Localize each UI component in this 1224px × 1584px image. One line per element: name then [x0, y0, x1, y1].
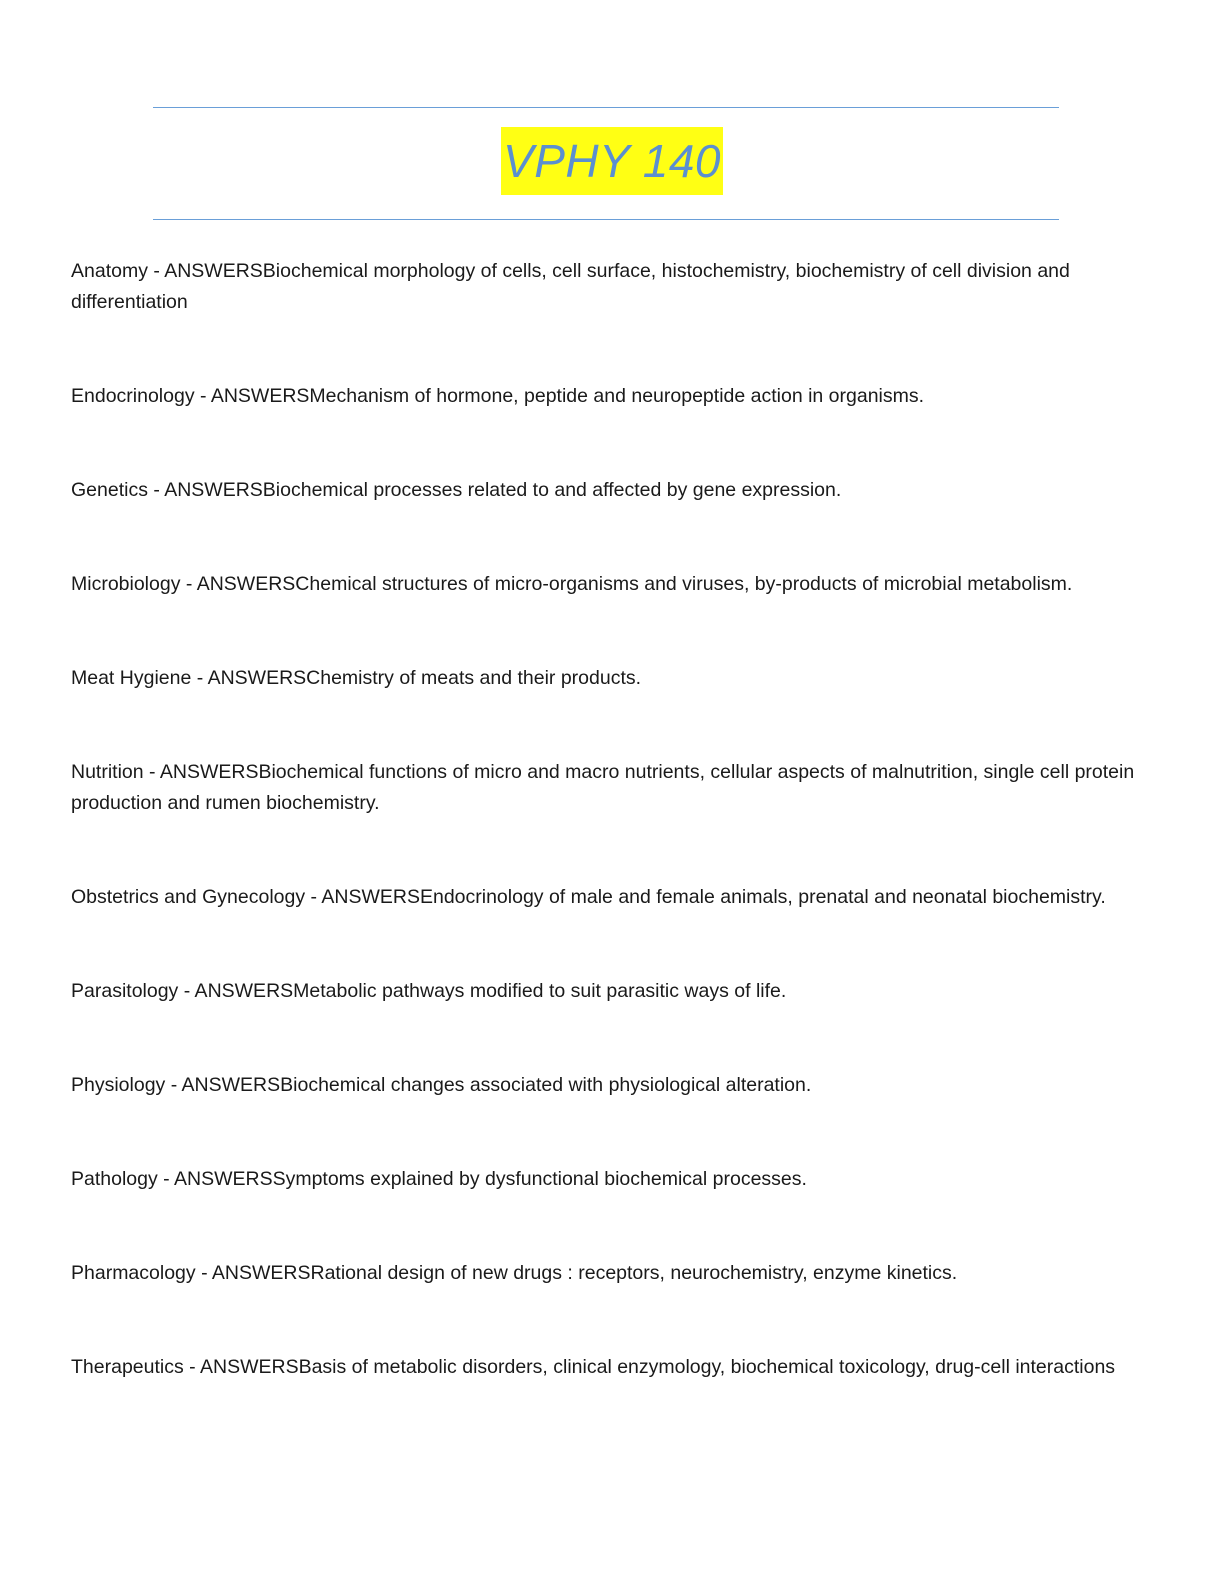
entry-parasitology: Parasitology - ANSWERSMetabolic pathways modified to suit parasitic ways of life.: [71, 980, 787, 1002]
entry-microbiology: Microbiology - ANSWERSChemical structures of micro-organisms and viruses, by-products of microbial metabolism.: [71, 573, 1073, 595]
top-divider: [153, 107, 1059, 108]
bottom-divider: [153, 219, 1059, 220]
entry-physiology: Physiology - ANSWERSBiochemical changes associated with physiological alteration.: [71, 1074, 812, 1096]
flashcard-list: [71, 256, 1151, 1446]
title-container: [0, 127, 1224, 195]
entry-nutrition: Nutrition - ANSWERSBiochemical functions of micro and macro nutrients, cellular aspects of malnutrition, single cell protein production and rumen biochemistry.: [71, 761, 1135, 814]
entry-endocrinology: Endocrinology - ANSWERSMechanism of hormone, peptide and neuropeptide action in organisms.: [71, 385, 925, 407]
document-title: VPHY 140: [501, 127, 723, 195]
entry-anatomy: Anatomy - ANSWERSBiochemical morphology of cells, cell surface, histochemistry, biochemistry of cell division and differentiation: [71, 260, 1070, 313]
entry-genetics: Genetics - ANSWERSBiochemical processes related to and affected by gene expression.: [71, 479, 842, 501]
entry-therapeutics: Therapeutics - ANSWERSBasis of metabolic disorders, clinical enzymology, biochemical toxicology, drug-cell interactions: [71, 1356, 1116, 1378]
entry-pharmacology: Pharmacology - ANSWERSRational design of new drugs : receptors, neurochemistry, enzyme kinetics.: [71, 1262, 958, 1284]
entry-obstetrics-gynecology: Obstetrics and Gynecology - ANSWERSEndocrinology of male and female animals, prenatal and neonatal biochemistry.: [71, 886, 1106, 908]
entry-pathology: Pathology - ANSWERSSymptoms explained by dysfunctional biochemical processes.: [71, 1168, 807, 1190]
entry-meat-hygiene: Meat Hygiene - ANSWERSChemistry of meats and their products.: [71, 667, 642, 689]
